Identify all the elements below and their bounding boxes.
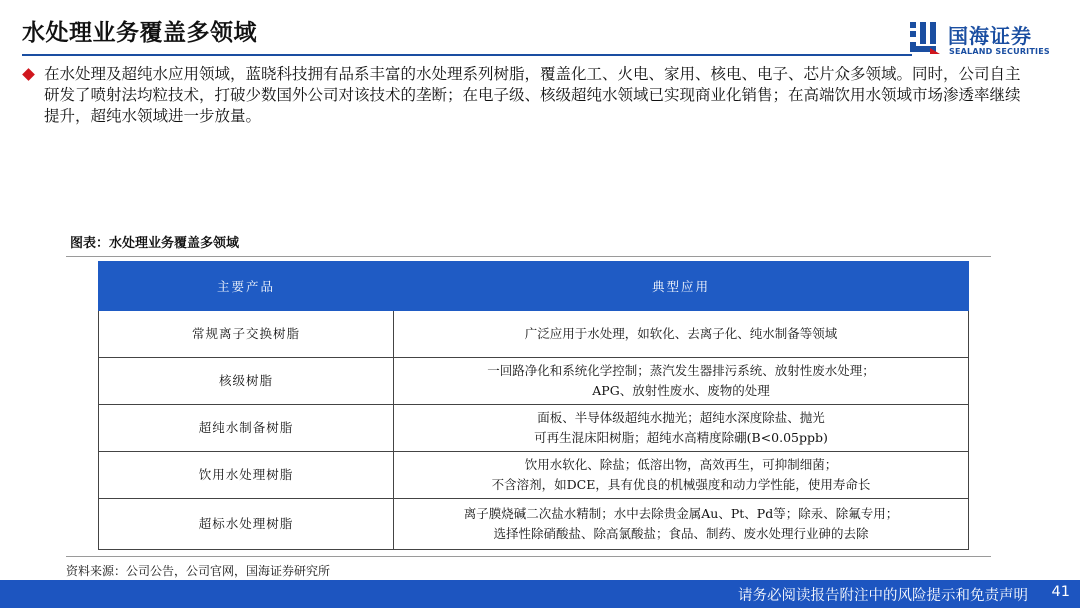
application-cell xyxy=(394,405,969,452)
application-cell xyxy=(394,311,969,358)
table-row xyxy=(99,452,969,499)
application-cell xyxy=(394,499,969,550)
logo-name-en: SEALAND SECURITIES xyxy=(949,47,1050,56)
product-cell: 超纯水制备树脂 xyxy=(99,405,394,452)
application-line: 选择性除硝酸盐、除高氯酸盐；食品、制药、废水处理行业砷的去除 xyxy=(493,526,869,541)
page-number: 41 xyxy=(1051,584,1070,600)
application-cell xyxy=(394,358,969,405)
figure-bottom-rule xyxy=(66,556,991,557)
application-line: 可再生混床阳树脂；超纯水高精度除硼(B<0.05ppb) xyxy=(534,430,828,445)
source-note: 资料来源：公司公告，公司官网，国海证券研究所 xyxy=(66,564,331,578)
application-cell xyxy=(394,452,969,499)
product-cell: 超标水处理树脂 xyxy=(99,499,394,550)
application-line: 离子膜烧碱二次盐水精制；水中去除贵金属Au、Pt、Pd等；除汞、除氟专用； xyxy=(463,506,899,521)
application-line: 饮用水软化、除盐；低溶出物，高效再生，可抑制细菌； xyxy=(524,457,838,472)
title-divider xyxy=(22,54,912,56)
page-title: 水处理业务覆盖多领域 xyxy=(22,20,257,46)
header-product: 主要产品 xyxy=(99,262,394,311)
table-header-row xyxy=(99,262,969,311)
table-row xyxy=(99,405,969,452)
application-line: 一回路净化和系统化学控制；蒸汽发生器排污系统、放射性废水处理； xyxy=(487,363,875,378)
water-treatment-table xyxy=(98,261,969,550)
product-cell: 核级树脂 xyxy=(99,358,394,405)
header-application: 典型应用 xyxy=(394,262,969,311)
footer-bar xyxy=(0,580,1080,608)
logo-name-cn: 国海证券 xyxy=(948,24,1032,48)
application-line: APG、放射性废水、废物的处理 xyxy=(592,383,770,398)
diamond-bullet-icon xyxy=(22,68,35,81)
summary-bullet xyxy=(22,64,1032,127)
product-cell: 常规离子交换树脂 xyxy=(99,311,394,358)
table-row xyxy=(99,499,969,550)
application-line: 不含溶剂，如DCE，具有优良的机械强度和动力学性能，使用寿命长 xyxy=(491,477,871,492)
product-cell: 饮用水处理树脂 xyxy=(99,452,394,499)
figure-caption: 图表：水处理业务覆盖多领域 xyxy=(70,236,240,251)
application-line: 广泛应用于水处理，如软化、去离子化、纯水制备等领域 xyxy=(524,326,838,341)
figure-top-rule xyxy=(66,256,991,257)
sealand-logo-icon xyxy=(908,20,942,56)
company-logo xyxy=(908,20,1068,60)
table-row xyxy=(99,358,969,405)
table-row xyxy=(99,311,969,358)
footer-disclaimer: 请务必阅读报告附注中的风险提示和免责声明 xyxy=(738,588,1028,604)
bullet-text: 在水处理及超纯水应用领域，蓝晓科技拥有品系丰富的水处理系列树脂，覆盖化工、火电、家用、核电、电子、芯片众多领域。同时，公司自主研发了喷射法均粒技术，打破少数国外公司对该技术的垄断；在电子级、核级超纯水领域已实现商业化销售；在高端饮用水领域市场渗透率继续提升，超纯水领域进一步放量。 xyxy=(44,65,1021,125)
application-line: 面板、半导体级超纯水抛光；超纯水深度除盐、抛光 xyxy=(537,410,825,425)
